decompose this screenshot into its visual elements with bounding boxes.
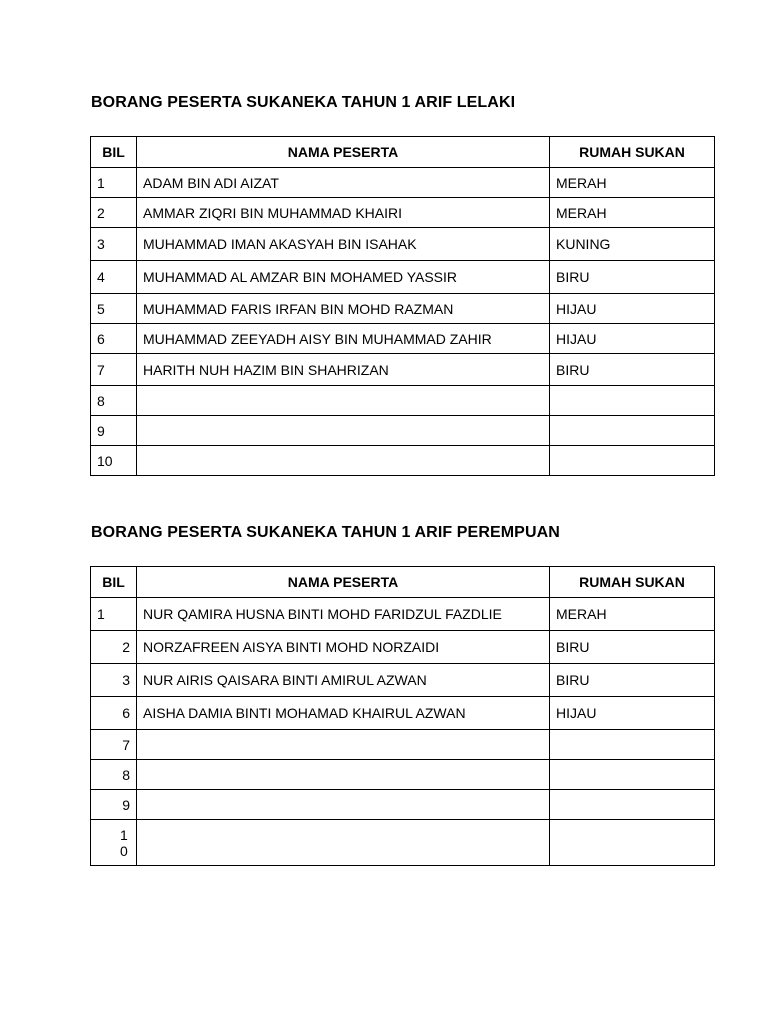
cell-nama-peserta	[137, 386, 550, 416]
cell-rumah-sukan: MERAH	[550, 198, 715, 228]
header-rumah-sukan: RUMAH SUKAN	[550, 137, 715, 168]
table-row	[91, 790, 715, 820]
cell-nama-peserta: AISHA DAMIA BINTI MOHAMAD KHAIRUL AZWAN	[137, 697, 550, 730]
table-row	[91, 386, 715, 416]
cell-rumah-sukan: BIRU	[550, 261, 715, 294]
participant-table-perempuan	[90, 566, 715, 866]
cell-rumah-sukan: HIJAU	[550, 324, 715, 354]
cell-nama-peserta	[137, 446, 550, 476]
cell-rumah-sukan	[550, 790, 715, 820]
form-title-lelaki: BORANG PESERTA SUKANEKA TAHUN 1 ARIF LELAKI	[91, 94, 516, 111]
cell-bil	[91, 820, 137, 866]
cell-rumah-sukan	[550, 760, 715, 790]
table-row	[91, 198, 715, 228]
table-row	[91, 261, 715, 294]
table-row	[91, 446, 715, 476]
cell-rumah-sukan	[550, 820, 715, 866]
cell-nama-peserta: MUHAMMAD FARIS IRFAN BIN MOHD RAZMAN	[137, 294, 550, 324]
cell-bil: 6	[91, 697, 137, 730]
cell-nama-peserta: NUR AIRIS QAISARA BINTI AMIRUL AZWAN	[137, 664, 550, 697]
cell-bil: 7	[91, 730, 137, 760]
table-row	[91, 294, 715, 324]
table-row	[91, 697, 715, 730]
cell-bil: 3	[91, 228, 137, 261]
cell-nama-peserta	[137, 790, 550, 820]
cell-bil: 9	[91, 416, 137, 446]
table-row	[91, 598, 715, 631]
cell-rumah-sukan: BIRU	[550, 664, 715, 697]
cell-bil: 7	[91, 354, 137, 386]
cell-nama-peserta: NUR QAMIRA HUSNA BINTI MOHD FARIDZUL FAZDLIE	[137, 598, 550, 631]
cell-rumah-sukan	[550, 730, 715, 760]
table-row	[91, 820, 715, 866]
cell-nama-peserta: MUHAMMAD IMAN AKASYAH BIN ISAHAK	[137, 228, 550, 261]
table-row	[91, 760, 715, 790]
cell-bil: 3	[91, 664, 137, 697]
header-nama-peserta: NAMA PESERTA	[137, 567, 550, 598]
header-bil: BIL	[91, 137, 137, 168]
cell-nama-peserta: NORZAFREEN AISYA BINTI MOHD NORZAIDI	[137, 631, 550, 664]
cell-bil: 10	[91, 446, 137, 476]
table-row	[91, 324, 715, 354]
cell-bil: 8	[91, 386, 137, 416]
cell-bil: 6	[91, 324, 137, 354]
cell-nama-peserta	[137, 760, 550, 790]
cell-nama-peserta: ADAM BIN ADI AIZAT	[137, 168, 550, 198]
header-nama-peserta: NAMA PESERTA	[137, 137, 550, 168]
cell-rumah-sukan	[550, 446, 715, 476]
cell-bil: 5	[91, 294, 137, 324]
cell-rumah-sukan: MERAH	[550, 168, 715, 198]
cell-bil: 1	[91, 598, 137, 631]
cell-nama-peserta	[137, 416, 550, 446]
table-row	[91, 228, 715, 261]
table-header-row	[91, 567, 715, 598]
table-row	[91, 416, 715, 446]
cell-nama-peserta: MUHAMMAD AL AMZAR BIN MOHAMED YASSIR	[137, 261, 550, 294]
cell-rumah-sukan: HIJAU	[550, 697, 715, 730]
header-rumah-sukan: RUMAH SUKAN	[550, 567, 715, 598]
table-header-row	[91, 137, 715, 168]
cell-rumah-sukan: KUNING	[550, 228, 715, 261]
cell-bil: 9	[91, 790, 137, 820]
cell-rumah-sukan: HIJAU	[550, 294, 715, 324]
cell-bil: 1	[91, 168, 137, 198]
cell-bil-text: 10	[120, 826, 128, 859]
cell-nama-peserta	[137, 820, 550, 866]
cell-rumah-sukan	[550, 386, 715, 416]
participant-table-lelaki	[90, 136, 715, 476]
cell-rumah-sukan	[550, 416, 715, 446]
cell-bil: 8	[91, 760, 137, 790]
cell-nama-peserta: AMMAR ZIQRI BIN MUHAMMAD KHAIRI	[137, 198, 550, 228]
cell-nama-peserta: MUHAMMAD ZEEYADH AISY BIN MUHAMMAD ZAHIR	[137, 324, 550, 354]
table-row	[91, 631, 715, 664]
cell-bil: 2	[91, 631, 137, 664]
cell-nama-peserta	[137, 730, 550, 760]
table-row	[91, 354, 715, 386]
cell-bil: 2	[91, 198, 137, 228]
header-bil: BIL	[91, 567, 137, 598]
form-title-perempuan: BORANG PESERTA SUKANEKA TAHUN 1 ARIF PEREMPUAN	[91, 524, 560, 541]
table-row	[91, 168, 715, 198]
cell-nama-peserta: HARITH NUH HAZIM BIN SHAHRIZAN	[137, 354, 550, 386]
table-row	[91, 730, 715, 760]
cell-bil: 4	[91, 261, 137, 294]
table-row	[91, 664, 715, 697]
cell-rumah-sukan: BIRU	[550, 354, 715, 386]
cell-rumah-sukan: BIRU	[550, 631, 715, 664]
cell-rumah-sukan: MERAH	[550, 598, 715, 631]
